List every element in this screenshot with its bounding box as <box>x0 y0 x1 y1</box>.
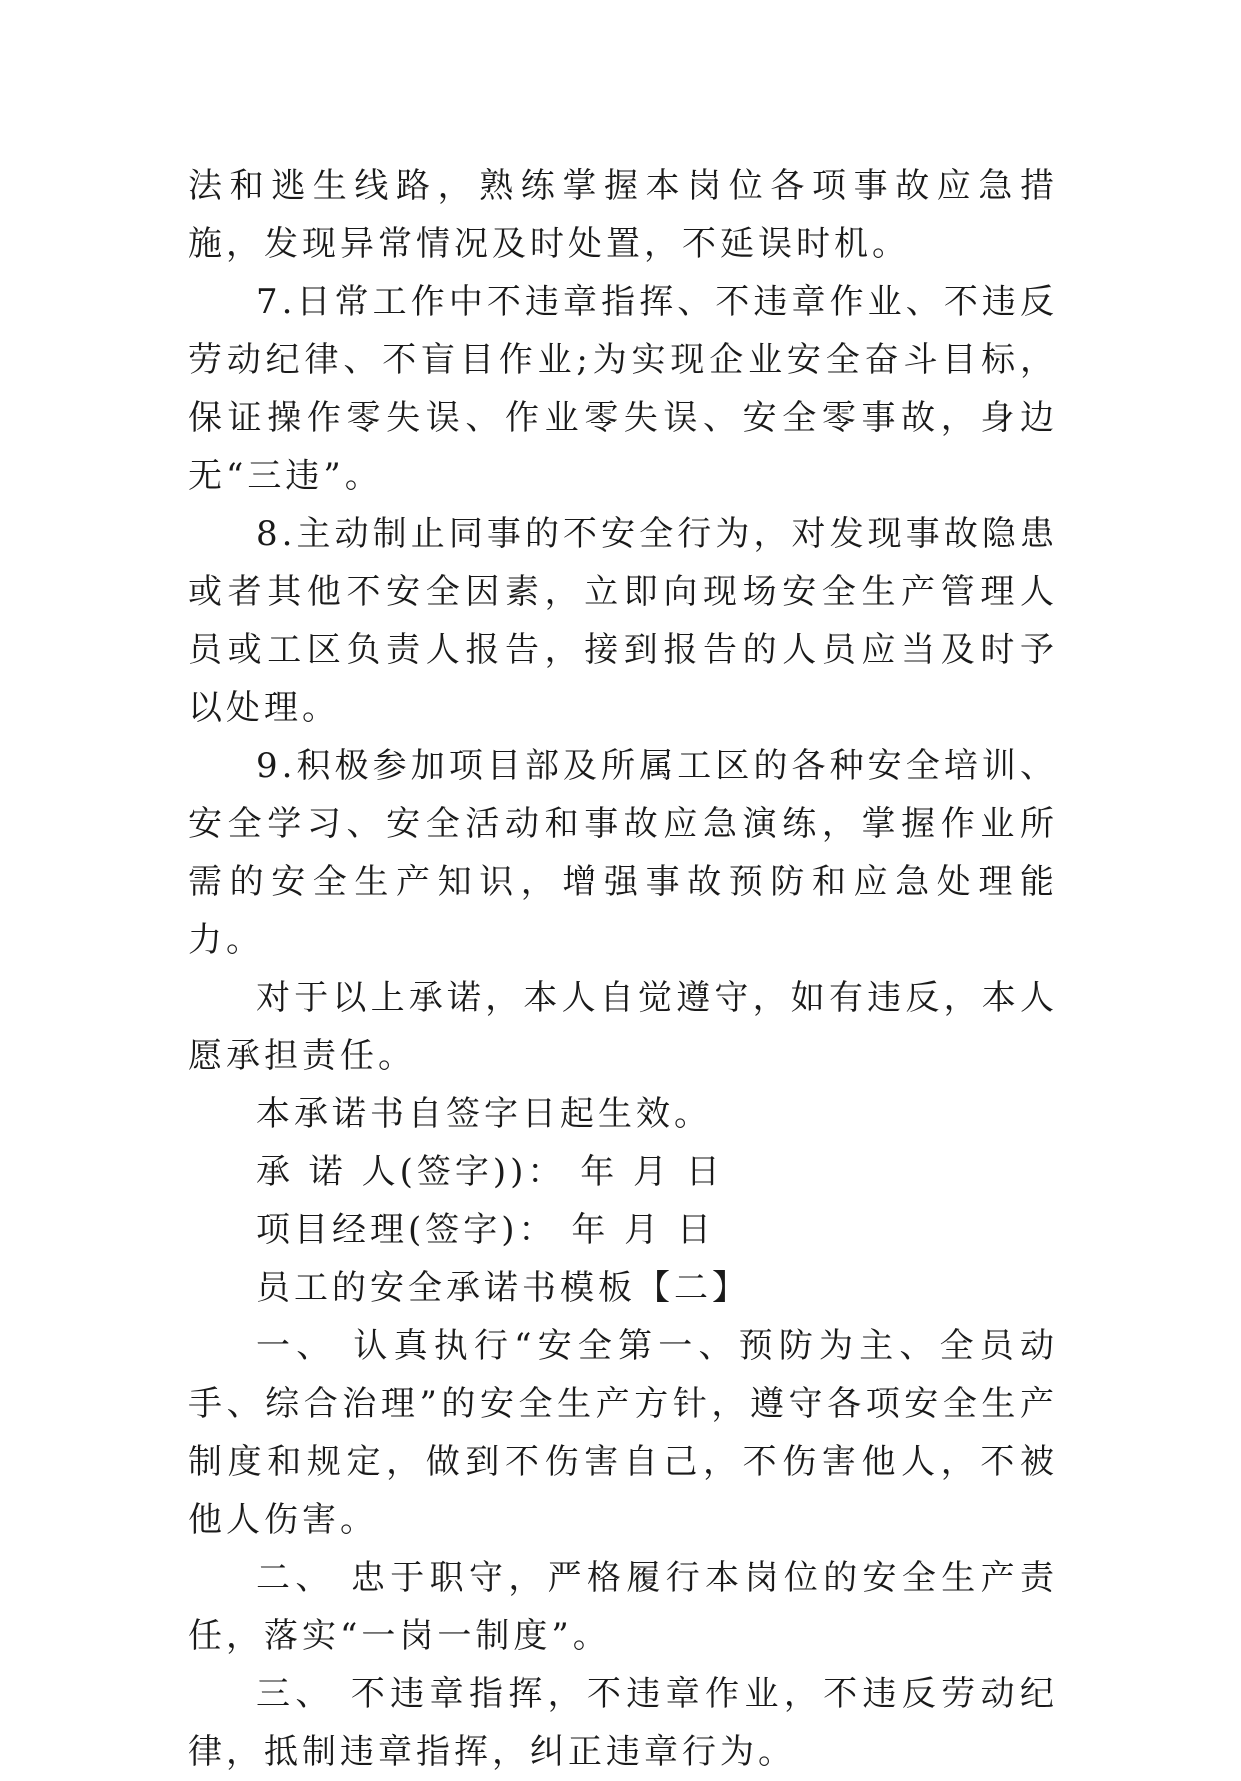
paragraph-item-three: 三、 不违章指挥，不违章作业，不违反劳动纪律，抵制违章指挥，纠正违章行为。 <box>188 1674 1058 1772</box>
signature-line-promisor: 承 诺 人(签字))： 年 月 日 <box>256 1152 724 1192</box>
paragraph-commitment: 对于以上承诺，本人自觉遵守，如有违反，本人愿承担责任。 <box>188 978 1058 1076</box>
document-body <box>188 157 1058 1781</box>
paragraph-item-two: 二、 忠于职守，严格履行本岗位的安全生产责任，落实“一岗一制度”。 <box>188 1558 1058 1656</box>
signature-line-manager: 项目经理(签字)： 年 月 日 <box>256 1210 715 1250</box>
paragraph-effective-date: 本承诺书自签字日起生效。 <box>256 1094 712 1134</box>
section-heading-template-two: 员工的安全承诺书模板【二】 <box>256 1268 750 1308</box>
paragraph-item-8: 8.主动制止同事的不安全行为，对发现事故隐患或者其他不安全因素，立即向现场安全生产管理人员或工区负责人报告，接到报告的人员应当及时予以处理。 <box>188 514 1058 728</box>
paragraph-item-9: 9.积极参加项目部及所属工区的各种安全培训、安全学习、安全活动和事故应急演练，掌握作业所需的安全生产知识，增强事故预防和应急处理能力。 <box>188 746 1058 960</box>
paragraph-item-one: 一、 认真执行“安全第一、预防为主、全员动手、综合治理”的安全生产方针，遵守各项安全生产制度和规定，做到不伤害自己，不伤害他人，不被他人伤害。 <box>188 1326 1058 1540</box>
paragraph-continuation: 法和逃生线路，熟练掌握本岗位各项事故应急措施，发现异常情况及时处置，不延误时机。 <box>188 166 1058 264</box>
paragraph-item-7: 7.日常工作中不违章指挥、不违章作业、不违反劳动纪律、不盲目作业;为实现企业安全奋斗目标，保证操作零失误、作业零失误、安全零事故，身边无“三违”。 <box>188 282 1058 496</box>
